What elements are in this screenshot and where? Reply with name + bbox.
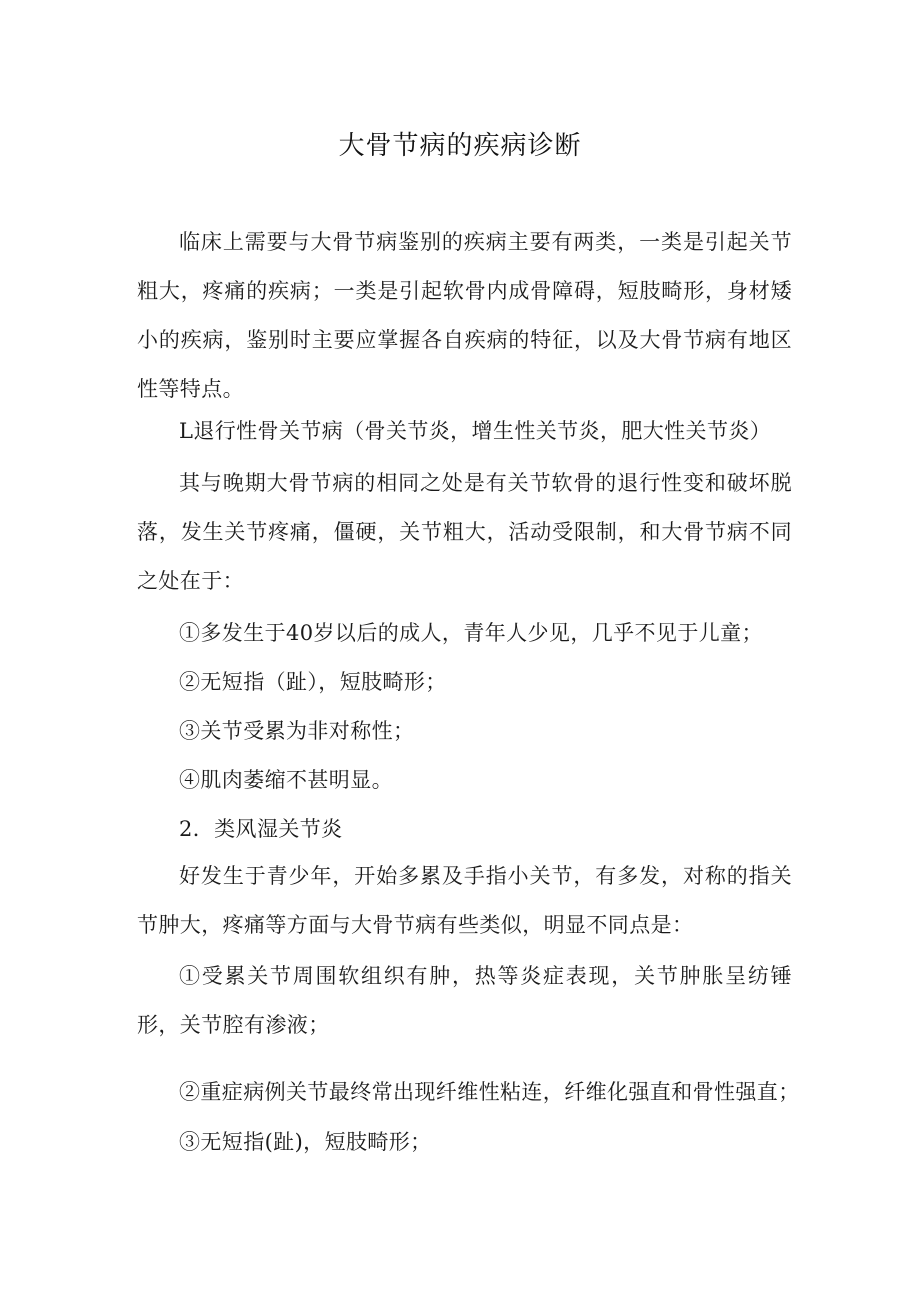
- section2-heading: 2．类风湿关节炎: [179, 817, 343, 841]
- section2-body: 好发生于青少年，开始多累及手指小关节，有多发，对称的指关节肿大，疼痛等方面与大骨节病有些类似，明显不同点是：: [137, 864, 792, 937]
- document-title: 大骨节病的疾病诊断: [338, 131, 582, 161]
- section1-heading: L退行性骨关节病（骨关节炎，增生性关节炎，肥大性关节炎）: [179, 419, 772, 443]
- section2-item-3: ③无短指(趾)，短肢畸形；: [179, 1130, 432, 1154]
- intro-paragraph: 临床上需要与大骨节病鉴别的疾病主要有两类，一类是引起关节粗大，疼痛的疾病；一类是引起软骨内成骨障碍，短肢畸形，身材矮小的疾病，鉴别时主要应掌握各自疾病的特征，以及大骨节病有地区性等特点。: [137, 230, 792, 401]
- section2-item-1: ①受累关节周围软组织有肿，热等炎症表现，关节肿胀呈纺锤形，关节腔有渗液；: [137, 964, 792, 1037]
- section1-item-2: ②无短指（趾），短肢畸形；: [179, 670, 447, 694]
- section2-item-2: ②重症病例关节最终常出现纤维性粘连，纤维化强直和骨性强直；: [179, 1080, 800, 1104]
- section1-item-3: ③关节受累为非对称性；: [179, 719, 415, 743]
- section1-body: 其与晚期大骨节病的相同之处是有关节软骨的退行性变和破坏脱落，发生关节疼痛，僵硬，关节粗大，活动受限制，和大骨节病不同之处在于：: [137, 471, 792, 593]
- section1-item-1: ①多发生于40岁以后的成人，青年人少见，几乎不见于儿童；: [179, 621, 763, 645]
- section1-item-4: ④肌肉萎缩不甚明显。: [179, 768, 393, 792]
